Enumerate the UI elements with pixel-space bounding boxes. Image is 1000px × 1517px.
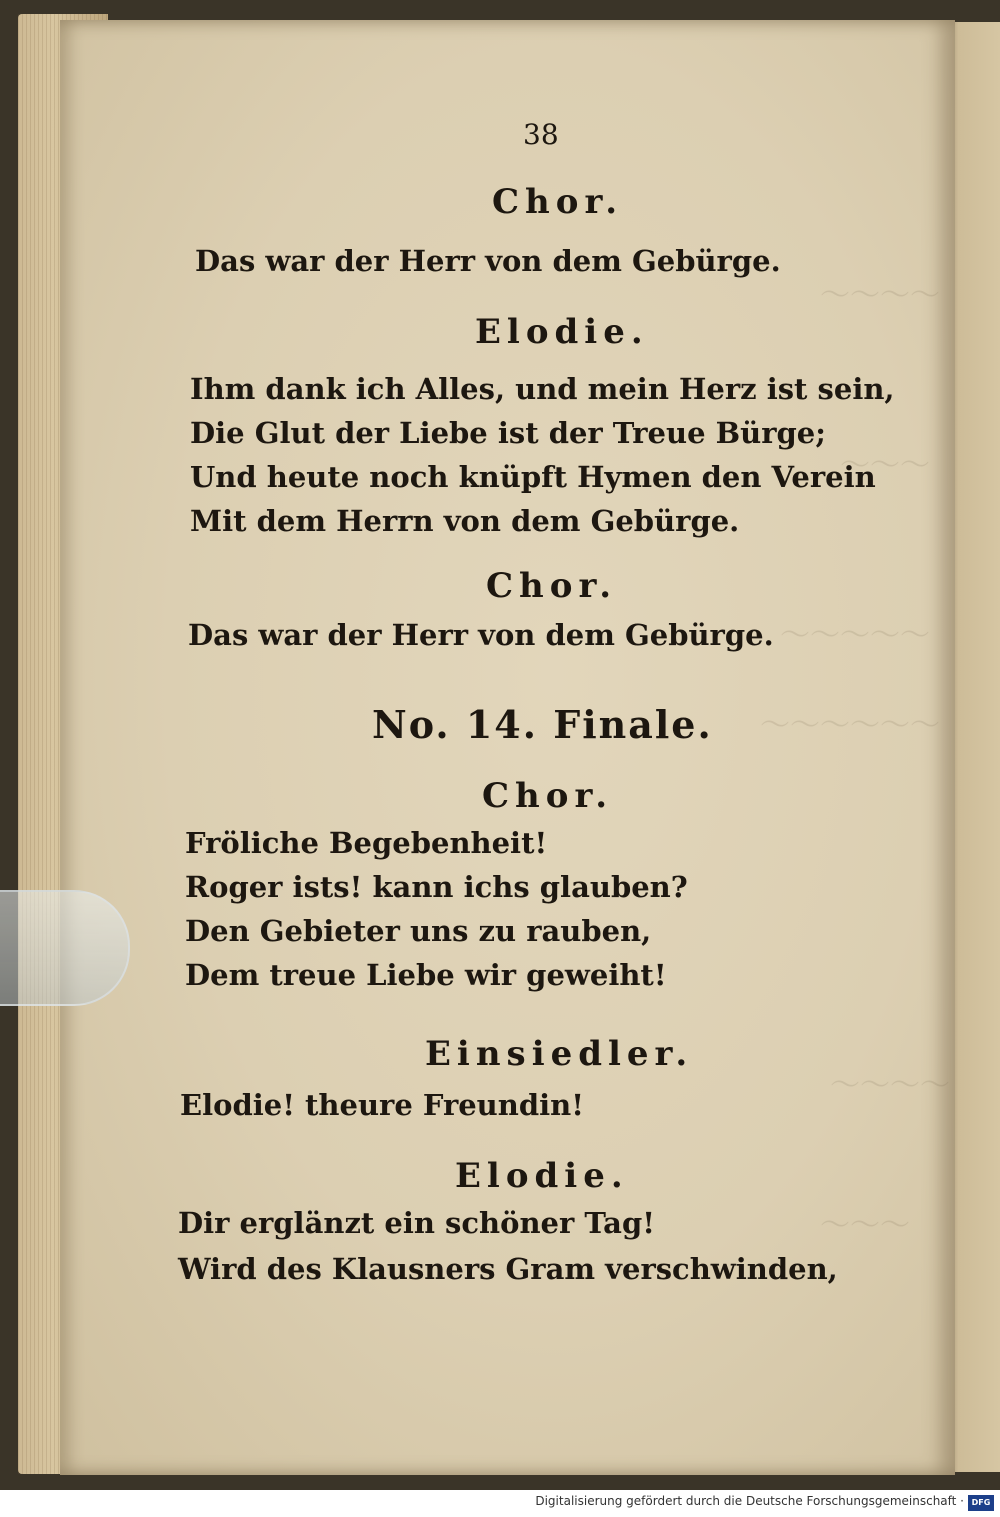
verse-line: Roger ists! kann ichs glauben?: [185, 870, 688, 904]
verse-line: Dem treue Liebe wir geweiht!: [185, 958, 667, 992]
speaker-label: Chor.: [492, 182, 624, 222]
bleed-through-text: ～～～～: [820, 278, 940, 313]
verse-line: Elodie! theure Freundin!: [180, 1088, 584, 1122]
verse-line: Die Glut der Liebe ist der Treue Bürge;: [190, 416, 826, 450]
bleed-through-text: ～～～～～～: [760, 708, 940, 743]
dfg-logo: DFG: [968, 1495, 994, 1511]
verse-line: Den Gebieter uns zu rauben,: [185, 914, 652, 948]
funding-credit: Digitalisierung gefördert durch die Deutsche Forschungsgemeinschaft ·: [535, 1494, 964, 1508]
bleed-through-text: ～～～: [820, 1208, 910, 1243]
verse-line: Das war der Herr von dem Gebürge.: [195, 244, 781, 278]
verse-line: Das war der Herr von dem Gebürge.: [188, 618, 774, 652]
speaker-label: Einsiedler.: [425, 1034, 694, 1074]
verse-line: Fröliche Begebenheit!: [185, 826, 548, 860]
page-number: 38: [523, 118, 559, 151]
speaker-label: Chor.: [486, 566, 618, 606]
verse-line: Wird des Klausners Gram verschwinden,: [178, 1252, 838, 1286]
bleed-through-text: ～～～～: [830, 1068, 950, 1103]
speaker-label: Elodie.: [455, 1156, 629, 1196]
verse-line: Mit dem Herrn von dem Gebürge.: [190, 504, 740, 538]
verse-line: Dir erglänzt ein schöner Tag!: [178, 1206, 655, 1240]
facing-page-edge: [948, 22, 1000, 1472]
verse-line: Und heute noch knüpft Hymen den Verein: [190, 460, 876, 494]
speaker-label: Elodie.: [475, 312, 649, 352]
page-clip: [0, 890, 130, 1006]
speaker-label: Chor.: [482, 776, 614, 816]
verse-line: Ihm dank ich Alles, und mein Herz ist sein,: [190, 372, 895, 406]
section-heading: No. 14. Finale.: [372, 702, 713, 747]
bleed-through-text: ～～～～～: [780, 618, 930, 653]
bleed-through-text: ～～～: [840, 448, 930, 483]
footer-bar: [0, 1490, 1000, 1517]
